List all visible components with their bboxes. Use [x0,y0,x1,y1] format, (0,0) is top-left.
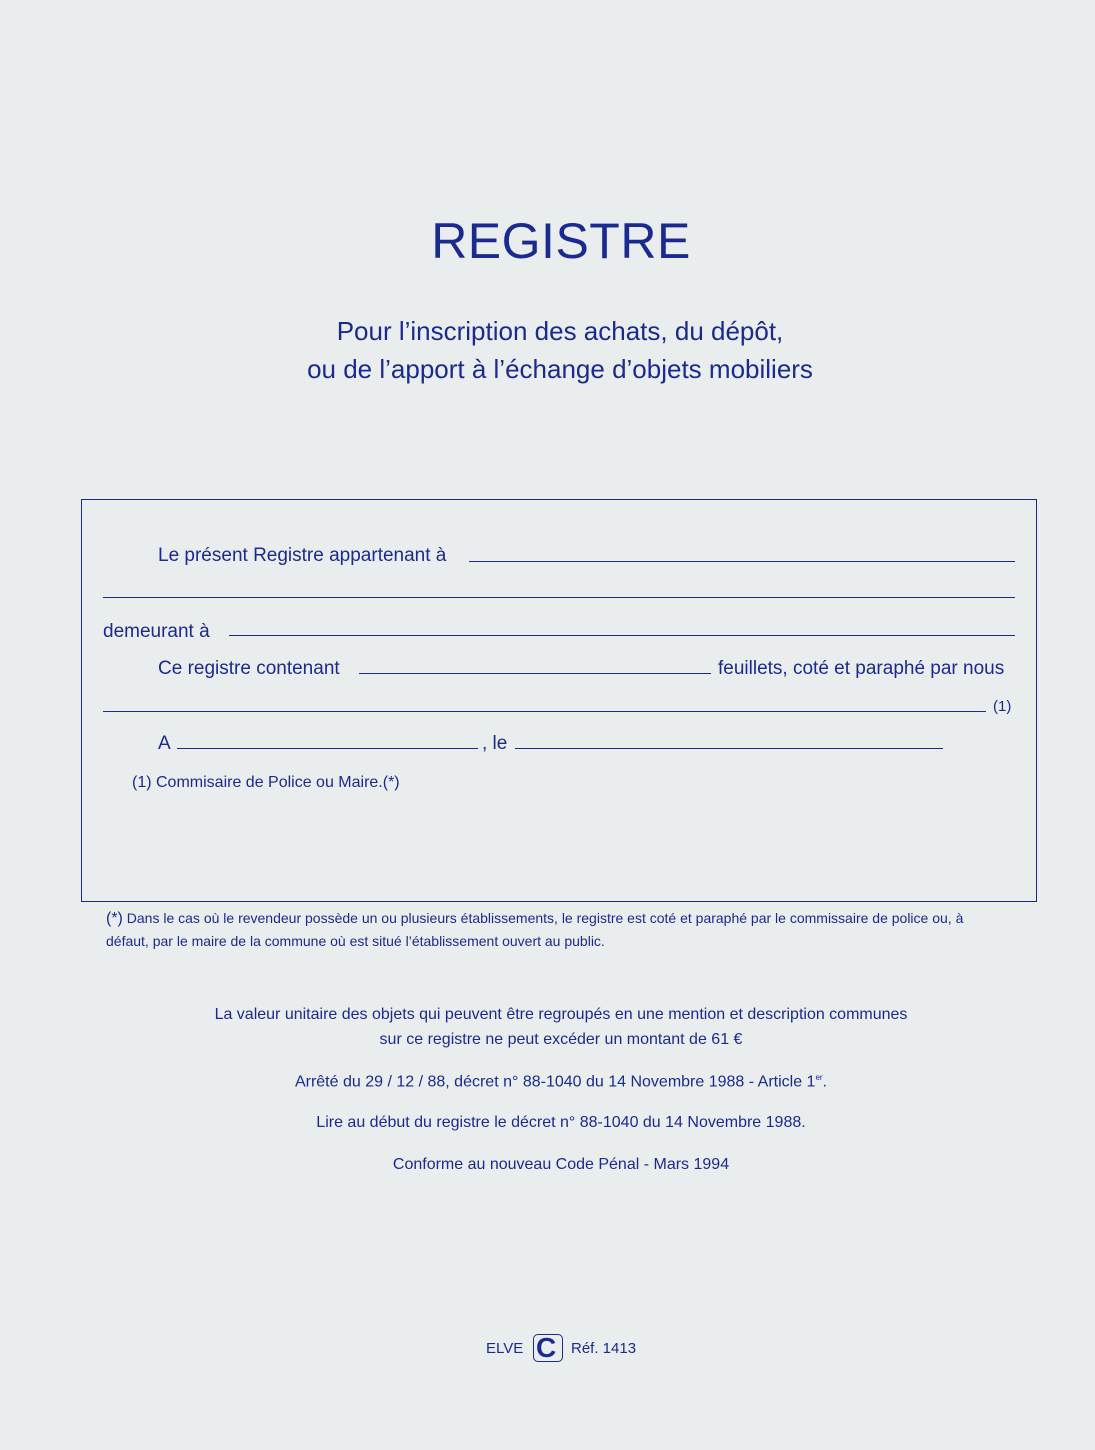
decree-text: Arrêté du 29 / 12 / 88, décret n° 88-1040 du 14 Novembre 1988 - Article 1 [294,1073,816,1091]
signatory-field[interactable] [103,711,986,712]
sheets-label: feuillets, coté et paraphé par nous [718,658,1005,679]
contains-label: Ce registre contenant [158,658,340,679]
asterisk-mark: (*) [106,910,123,927]
footnote-1: (1) Commisaire de Police ou Maire.(*) [132,774,400,791]
note-ref: (1) [993,698,1012,715]
brand-logo-letter: C [536,1332,557,1363]
page-title: REGISTRE [431,213,691,269]
asterisk-note-line-2: défaut, par le maire de la commune où est situé l’établissement ouvert au public. [106,933,605,949]
value-line-1: La valeur unitaire des objets qui peuvent être regroupés en une mention et description communes [214,1006,908,1023]
read-decree-line: Lire au début du registre le décret n° 88-1040 du 14 Novembre 1988. [316,1114,806,1131]
asterisk-note [106,907,1026,952]
value-line-2: sur ce registre ne peut excéder un montant de 61 € [379,1031,743,1048]
brand-logo [533,1334,563,1362]
decree-end: . [822,1073,828,1091]
penal-code-line: Conforme au nouveau Code Pénal - Mars 1994 [392,1156,730,1173]
subtitle-line-2: ou de l’apport à l’échange d’objets mobiliers [307,354,813,384]
brand-name: ELVE [486,1340,524,1357]
owner-label: Le présent Registre appartenant à [158,545,447,566]
address-field[interactable] [229,635,1015,636]
place-field[interactable] [177,748,478,749]
date-field[interactable] [515,748,943,749]
decree-superscript: er [815,1073,823,1082]
reference-number: Réf. 1413 [571,1340,637,1357]
owner-field-continued[interactable] [103,597,1015,598]
subtitle-line-1: Pour l’inscription des achats, du dépôt, [336,316,784,346]
address-label: demeurant à [103,621,210,642]
date-label: , le [482,733,508,754]
place-label: A [158,733,171,754]
sheets-count-field[interactable] [359,673,711,674]
owner-field[interactable] [469,561,1015,562]
asterisk-note-line-1: Dans le cas où le revendeur possède un ou plusieurs établissements, le registre est coté et paraphé par le commissaire de police ou, à [126,910,964,926]
decree-line [0,1073,1095,1091]
